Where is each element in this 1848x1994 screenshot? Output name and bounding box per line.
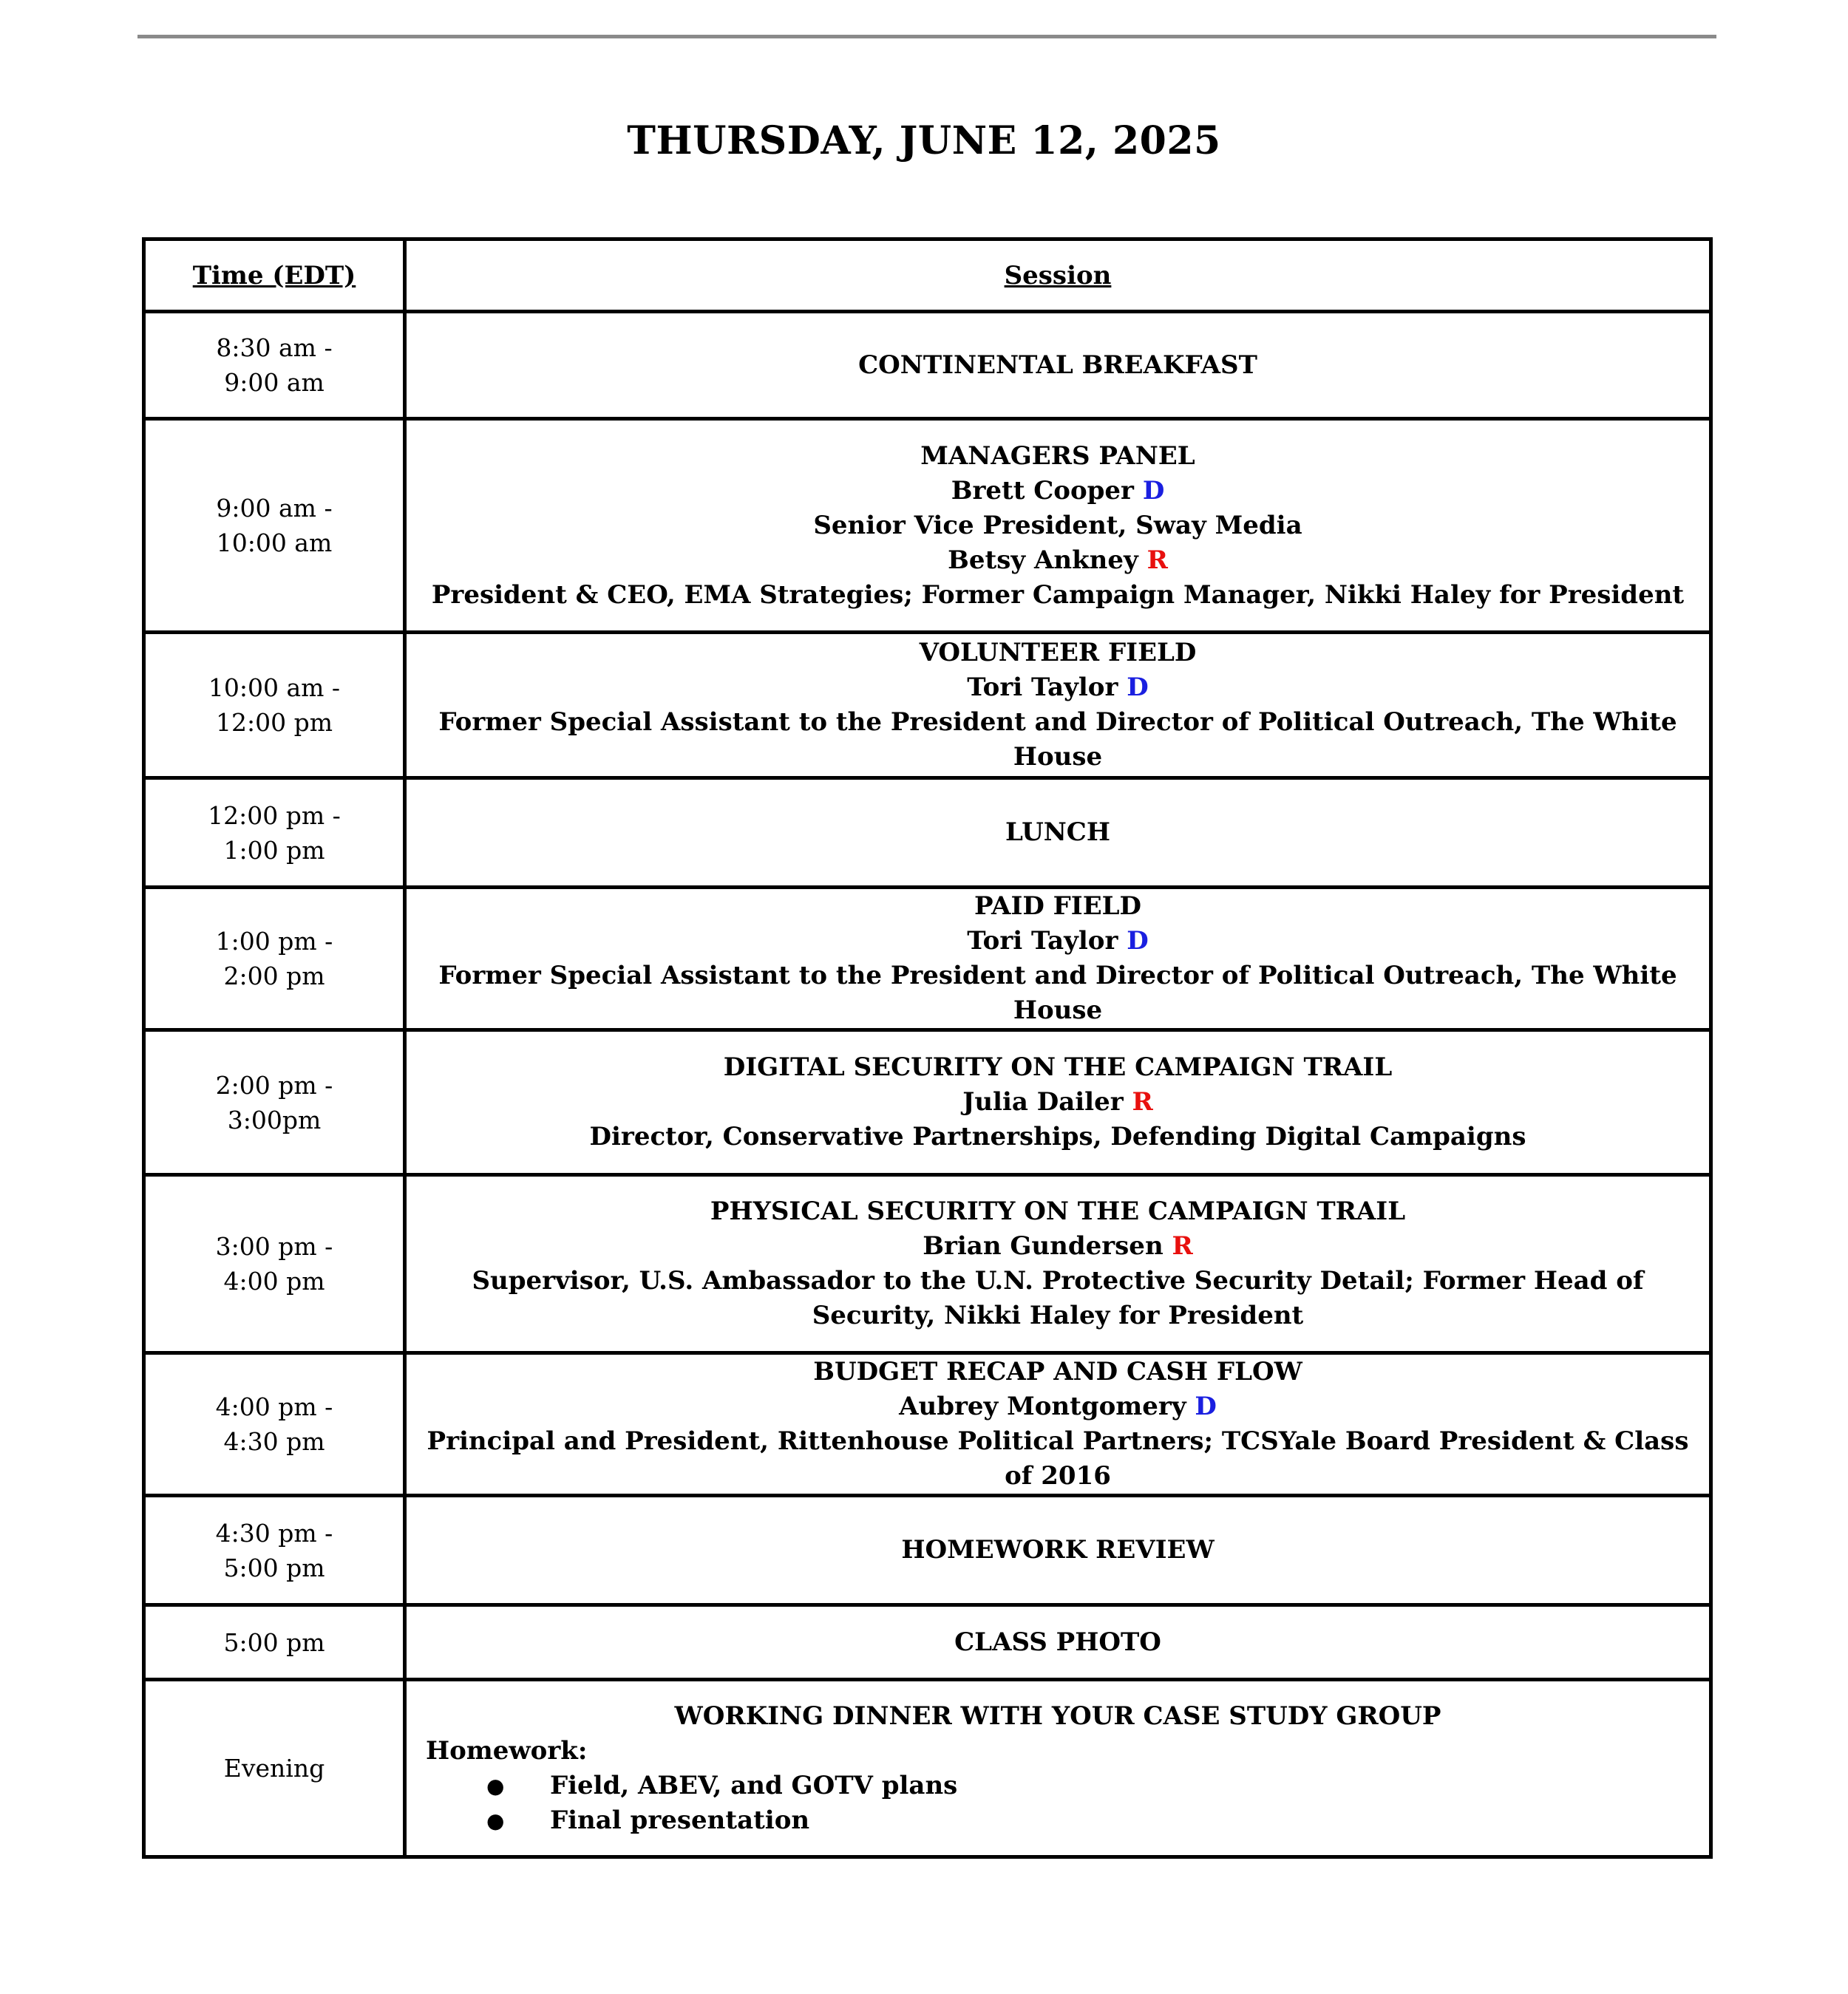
session-line — [421, 959, 1694, 1028]
session-line-text: Brett Cooper — [951, 475, 1134, 506]
republican-party-badge: R — [1172, 1231, 1193, 1261]
top-horizontal-rule — [137, 35, 1716, 38]
session-title — [421, 1699, 1694, 1734]
session-line — [421, 578, 1694, 613]
session-title — [421, 815, 1694, 850]
session-title — [421, 439, 1694, 474]
session-line — [421, 670, 1694, 705]
session-title — [421, 1194, 1694, 1229]
list-item — [421, 1803, 1694, 1838]
session-line — [421, 508, 1694, 543]
session-cell — [405, 888, 1711, 1030]
table-row — [144, 778, 1711, 888]
homework-list — [421, 1769, 1694, 1838]
time-text: 10:00 am - — [208, 673, 341, 702]
list-item — [421, 1769, 1694, 1803]
time-cell — [144, 888, 405, 1030]
session-line-text: President & CEO, EMA Strategies; Former Campaign Manager, Nikki Haley for President — [431, 579, 1685, 610]
session-line-text: DIGITAL SECURITY ON THE CAMPAIGN TRAIL — [723, 1052, 1393, 1082]
session-line-text: LUNCH — [1005, 817, 1110, 847]
session-title — [421, 1625, 1694, 1660]
homework-item-text: Final presentation — [550, 1805, 810, 1835]
session-line-text: WORKING DINNER WITH YOUR CASE STUDY GROUP — [674, 1701, 1441, 1731]
time-cell — [144, 633, 405, 778]
table-row — [144, 419, 1711, 633]
session-line-text: Former Special Assistant to the President and Director of Political Outreach, The White House — [438, 961, 1677, 1025]
time-cell — [144, 1605, 405, 1680]
session-cell — [405, 1353, 1711, 1496]
time-cell — [144, 419, 405, 633]
time-text: 4:00 pm - — [215, 1392, 333, 1421]
session-line-text: Senior Vice President, Sway Media — [813, 510, 1302, 540]
time-text: 1:00 pm — [223, 835, 325, 865]
session-line-text: Aubrey Montgomery — [899, 1392, 1186, 1421]
session-line — [421, 474, 1694, 508]
homework-label: Homework: — [426, 1735, 588, 1766]
time-text: 4:30 pm — [223, 1427, 325, 1456]
session-line-text: Supervisor, U.S. Ambassador to the U.N. Protective Security Detail; Former Head of Security, Nikki Haley for President — [472, 1266, 1644, 1330]
session-title — [421, 1050, 1694, 1085]
session-cell — [405, 1496, 1711, 1605]
session-line-text: PHYSICAL SECURITY ON THE CAMPAIGN TRAIL — [710, 1197, 1406, 1226]
time-text: 2:00 pm — [223, 962, 325, 990]
session-cell — [405, 312, 1711, 419]
time-text: 3:00 pm - — [215, 1232, 333, 1261]
table-row — [144, 1175, 1711, 1353]
session-line-text: Director, Conservative Partnerships, Defending Digital Campaigns — [589, 1122, 1526, 1151]
session-title — [421, 1533, 1694, 1568]
time-cell — [144, 1496, 405, 1605]
time-cell — [144, 1030, 405, 1175]
session-cell — [405, 419, 1711, 633]
session-line-text: Tori Taylor — [967, 673, 1118, 702]
democrat-party-badge: D — [1195, 1392, 1217, 1421]
time-cell — [144, 1175, 405, 1353]
time-text: 9:00 am - — [216, 494, 333, 523]
session-line — [421, 705, 1694, 775]
time-text: 1:00 pm - — [215, 927, 333, 956]
time-text: 12:00 pm — [215, 708, 333, 737]
schedule-table — [142, 237, 1713, 1859]
session-title — [421, 889, 1694, 924]
session-title — [421, 636, 1694, 670]
session-line-text: Tori Taylor — [967, 926, 1118, 956]
session-cell — [405, 1175, 1711, 1353]
session-line — [421, 1264, 1694, 1333]
session-line — [421, 924, 1694, 959]
session-line-text: Betsy Ankney — [948, 545, 1138, 575]
democrat-party-badge: D — [1127, 673, 1149, 702]
time-text: 3:00pm — [227, 1105, 322, 1134]
session-cell — [405, 1030, 1711, 1175]
session-line — [421, 1389, 1694, 1424]
session-title — [421, 1355, 1694, 1389]
session-title — [421, 348, 1694, 383]
session-line-text: VOLUNTEER FIELD — [919, 638, 1197, 667]
session-column-header: Session — [405, 239, 1711, 312]
table-row — [144, 1680, 1711, 1857]
session-line-text: MANAGERS PANEL — [920, 440, 1195, 471]
session-line — [421, 1120, 1694, 1154]
session-line-text: BUDGET RECAP AND CASH FLOW — [813, 1357, 1302, 1386]
session-line — [421, 1085, 1694, 1120]
republican-party-badge: R — [1146, 545, 1168, 575]
time-text: 5:00 pm — [223, 1627, 325, 1657]
time-text: 5:00 pm — [223, 1553, 325, 1582]
time-text: Evening — [223, 1754, 325, 1783]
bullet-icon: ● — [486, 1773, 505, 1798]
session-line-text: Former Special Assistant to the President and Director of Political Outreach, The White House — [438, 707, 1677, 772]
time-text: 2:00 pm - — [215, 1070, 333, 1100]
session-line-text: Brian Gundersen — [923, 1231, 1164, 1261]
table-row — [144, 1605, 1711, 1680]
session-cell — [405, 778, 1711, 888]
table-row — [144, 633, 1711, 778]
session-line-text: PAID FIELD — [974, 891, 1142, 921]
republican-party-badge: R — [1132, 1087, 1153, 1117]
session-cell — [405, 1605, 1711, 1680]
time-cell — [144, 778, 405, 888]
time-text: 10:00 am — [216, 528, 333, 557]
session-line — [421, 1229, 1694, 1264]
time-cell — [144, 1353, 405, 1496]
table-row — [144, 888, 1711, 1030]
time-cell — [144, 1680, 405, 1857]
page-title: THURSDAY, JUNE 12, 2025 — [627, 118, 1221, 163]
democrat-party-badge: D — [1127, 926, 1149, 956]
session-line — [421, 543, 1694, 578]
homework-item-text: Field, ABEV, and GOTV plans — [550, 1770, 958, 1800]
table-header-row — [144, 239, 1711, 312]
time-text: 4:30 pm - — [215, 1518, 333, 1548]
time-text: 9:00 am — [224, 368, 325, 397]
time-text: 4:00 pm — [223, 1267, 325, 1296]
table-row — [144, 1496, 1711, 1605]
session-line-text: CONTINENTAL BREAKFAST — [858, 350, 1257, 380]
session-line-text: CLASS PHOTO — [954, 1627, 1161, 1657]
session-line-text: Julia Dailer — [962, 1087, 1124, 1117]
table-row — [144, 1353, 1711, 1496]
table-row — [144, 1030, 1711, 1175]
time-text: 12:00 pm - — [208, 800, 341, 830]
democrat-party-badge: D — [1142, 475, 1165, 506]
bullet-icon: ● — [486, 1808, 505, 1833]
session-line-text: Principal and President, Rittenhouse Political Partners; TCSYale Board President & Class of 2016 — [427, 1426, 1689, 1491]
session-cell — [405, 633, 1711, 778]
time-column-header: Time (EDT) — [144, 239, 405, 312]
session-cell — [405, 1680, 1711, 1857]
table-row — [144, 312, 1711, 419]
session-line — [421, 1424, 1694, 1494]
time-text: 8:30 am - — [216, 333, 333, 362]
session-line-text: HOMEWORK REVIEW — [901, 1535, 1215, 1565]
time-cell — [144, 312, 405, 419]
